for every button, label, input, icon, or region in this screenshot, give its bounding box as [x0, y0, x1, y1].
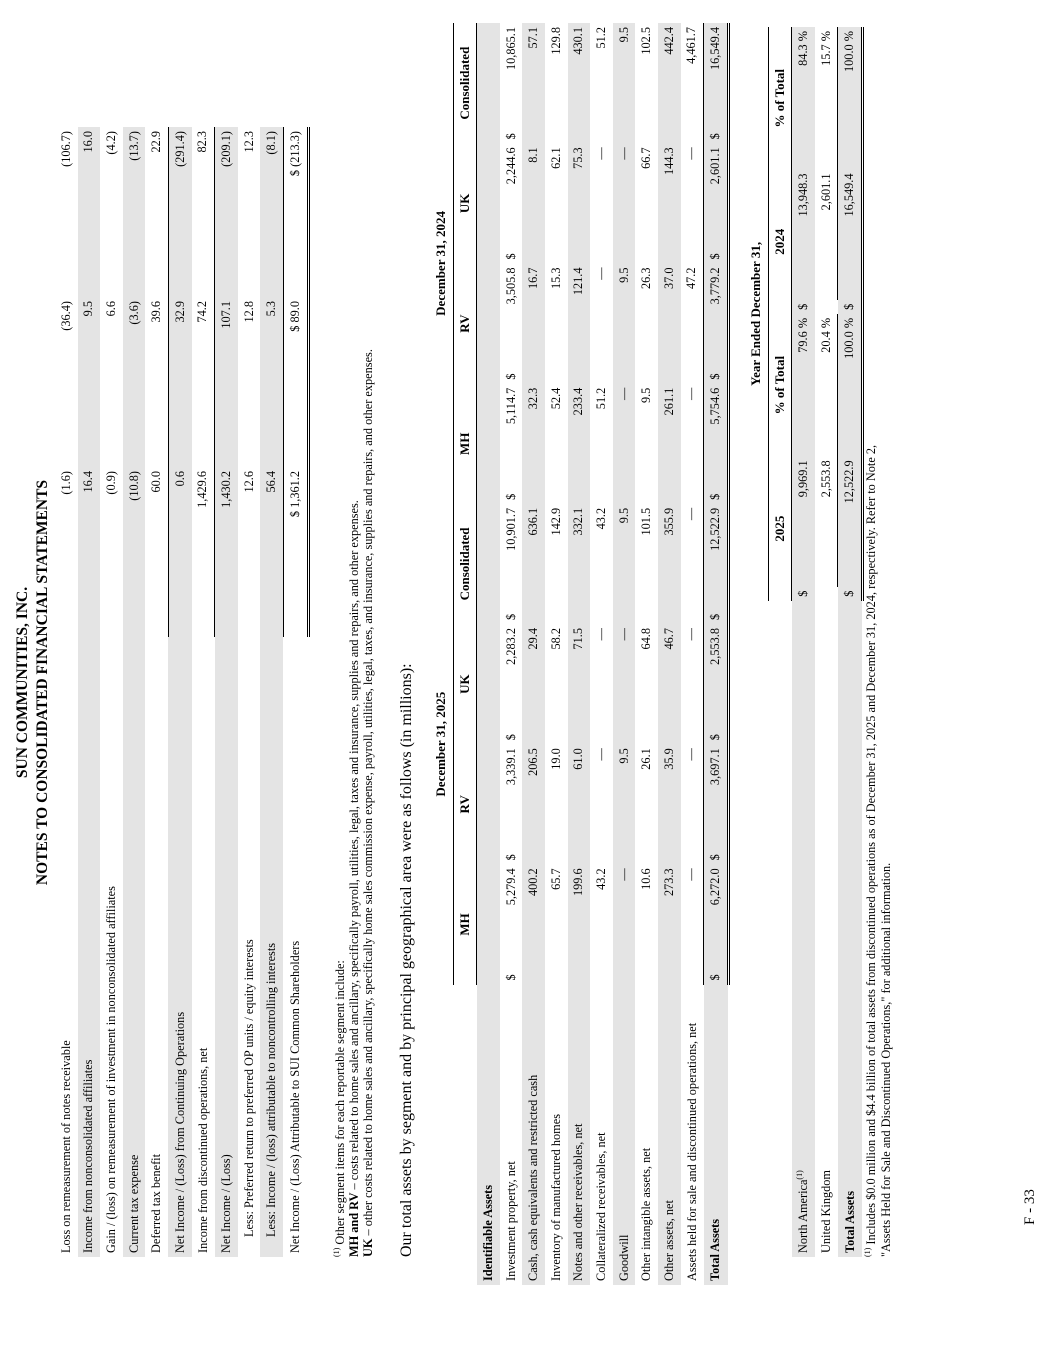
value-cell: — [593, 748, 608, 761]
dollar-sign [635, 249, 658, 264]
dollar-sign [545, 129, 568, 144]
value-cell: (3.6) [123, 297, 146, 467]
value-cell: 16.4 [78, 467, 101, 637]
table-row [78, 127, 101, 1257]
value-cell: 199.6 [568, 864, 591, 970]
dollar-sign [613, 610, 636, 625]
row-label: Net Income / (Loss) [215, 637, 238, 1257]
dollar-sign [635, 970, 658, 985]
total-cell: 2,553.8 [704, 624, 729, 730]
value-cell: 26.1 [639, 748, 654, 770]
footnote-mark: (1) [863, 1247, 872, 1257]
value-cell: 2,283.2 [503, 628, 518, 665]
dollar-sign: $ [503, 854, 518, 861]
dollar-sign [568, 610, 591, 625]
dollar-sign: $ [503, 373, 518, 380]
dollar-sign [590, 730, 613, 745]
value-cell: 15.7 % [815, 27, 838, 169]
dollar-sign [522, 369, 545, 384]
dollar-sign: $ [704, 610, 729, 625]
row-label: Assets held for sale and discontinued operations, net [684, 1022, 699, 1281]
geo-period: Year Ended December 31, [745, 27, 768, 601]
value-cell: 22.9 [149, 131, 164, 153]
value-cell: 57.1 [522, 23, 545, 129]
dollar-sign [681, 850, 704, 865]
value-cell: 39.6 [149, 301, 164, 323]
dollar-sign [545, 489, 568, 504]
value-cell: 29.4 [522, 624, 545, 730]
table-row [613, 23, 636, 1285]
value-cell: — [684, 147, 699, 160]
value-cell: 12.8 [241, 301, 256, 323]
value-cell: — [593, 628, 608, 641]
value-cell: — [684, 628, 699, 641]
total-cell: 5,754.6 [704, 384, 729, 490]
dollar-sign [658, 970, 681, 985]
dollar-sign [522, 129, 545, 144]
value-cell: $ 1,361.2 [283, 467, 308, 637]
dollar-sign: $ [503, 613, 518, 621]
section-label: Identifiable Assets [477, 23, 500, 1285]
value-cell: 74.2 [195, 301, 210, 323]
value-cell: (4.2) [103, 131, 118, 155]
value-cell: 3,339.1 [503, 748, 518, 786]
value-cell: 13,948.3 [792, 169, 815, 299]
table-row [123, 127, 146, 1257]
dollar-sign [635, 489, 658, 504]
value-cell: 71.5 [568, 624, 591, 730]
total-label: Total Assets [704, 985, 729, 1285]
footnote [860, 437, 894, 1257]
value-cell: 16.0 [78, 127, 101, 297]
total-row [838, 27, 863, 1257]
table-row [568, 23, 591, 1285]
value-cell: 61.0 [568, 744, 591, 850]
value-cell: 0.6 [168, 467, 191, 637]
value-cell: 35.9 [658, 744, 681, 850]
row-label: Less: Preferred return to preferred OP units / equity interests [241, 939, 256, 1237]
dollar-sign: $ [503, 133, 518, 140]
dollar-sign: $ [704, 489, 729, 504]
total-cell: 12,522.9 [838, 456, 863, 586]
total-cell: 6,272.0 [704, 864, 729, 970]
value-cell: — [684, 507, 699, 521]
value-cell: 233.4 [568, 384, 591, 490]
value-cell: 10.6 [639, 868, 654, 890]
dollar-sign [613, 249, 636, 264]
value-cell: 46.7 [658, 624, 681, 730]
value-cell: 2,244.6 [503, 147, 518, 185]
value-cell: 84.3 % [792, 27, 815, 169]
blank-cell [768, 601, 792, 1257]
column-header: % of Total [768, 314, 792, 456]
period-2025: December 31, 2025 [430, 504, 453, 985]
table-row [815, 27, 838, 1257]
geo-table [745, 27, 864, 1257]
row-label: Gain / (loss) on remeasurement of investment in nonconsolidated affiliates [103, 886, 118, 1253]
assets-table [430, 23, 730, 1285]
dollar-sign [590, 369, 613, 384]
value-cell: 2,553.8 [815, 456, 838, 586]
note-mhrv-label: MH and RV [347, 1192, 362, 1257]
table-row [792, 27, 815, 1257]
value-cell: — [593, 147, 608, 160]
row-label [815, 601, 838, 1257]
value-cell: 206.5 [522, 744, 545, 850]
value-cell: 442.4 [658, 23, 681, 129]
value-cell: 19.0 [548, 748, 563, 770]
dollar-sign [590, 850, 613, 865]
dollar-sign [590, 610, 613, 625]
row-label: Other intangible assets, net [639, 1147, 654, 1281]
dollar-sign: $ [704, 369, 729, 384]
footnote-mark: (1) [332, 1247, 341, 1257]
section-row [477, 23, 500, 1285]
value-cell: 9,969.1 [792, 456, 815, 586]
dollar-sign [568, 129, 591, 144]
value-cell: 62.1 [548, 147, 563, 169]
dollar-sign [545, 249, 568, 264]
dollar-sign [545, 970, 568, 985]
value-cell: 47.2 [684, 267, 699, 290]
table-row [238, 127, 261, 1257]
table-row [260, 127, 283, 1257]
value-cell: 60.0 [149, 471, 164, 493]
total-cell: 16,549.4 [838, 169, 863, 299]
dollar-sign [590, 489, 613, 504]
table-row [192, 127, 215, 1257]
note-intro: Other segment items for each reportable segment include: [333, 960, 348, 1245]
value-cell: $ 89.0 [283, 297, 308, 467]
column-header: MH [453, 864, 477, 984]
value-cell: (10.8) [123, 467, 146, 637]
row-label: Investment property, net [503, 1161, 518, 1281]
value-cell: 26.3 [639, 267, 654, 290]
table-row [658, 23, 681, 1285]
dollar-sign [590, 970, 613, 985]
value-cell: 2,601.1 [815, 169, 838, 299]
row-label-text: United Kingdom [818, 1170, 833, 1253]
dollar-sign [658, 850, 681, 865]
value-cell: 430.1 [568, 23, 591, 129]
row-label [792, 601, 815, 1257]
row-label: Collateralized receivables, net [593, 1132, 608, 1281]
dollar-sign [613, 730, 636, 745]
dollar-sign [681, 129, 704, 144]
dollar-sign [568, 249, 591, 264]
dollar-sign [658, 369, 681, 384]
dollar-sign [613, 850, 636, 865]
dollar-sign: $ [792, 300, 815, 314]
value-cell: — [613, 143, 636, 249]
dollar-sign [815, 587, 838, 601]
table-row [590, 23, 613, 1285]
value-cell: 101.5 [639, 507, 654, 536]
row-label-text: North America [796, 1179, 811, 1253]
value-cell: — [593, 267, 608, 280]
value-cell: 58.2 [548, 628, 563, 650]
dollar-sign [635, 129, 658, 144]
dollar-sign [545, 730, 568, 745]
dollar-sign: $ [704, 129, 729, 144]
value-cell: 9.5 [613, 504, 636, 610]
segment-notes [330, 349, 375, 1257]
value-cell: 121.4 [568, 264, 591, 370]
dollar-sign [545, 850, 568, 865]
column-header: Consolidated [453, 23, 477, 143]
dollar-sign [658, 489, 681, 504]
dollar-sign [815, 300, 838, 314]
total-cell: 100.0 % [838, 27, 863, 169]
dollar-sign [635, 730, 658, 745]
dollar-sign [681, 730, 704, 745]
value-cell: — [684, 387, 699, 400]
row-label: Cash, cash equivalents and restricted cash [522, 985, 545, 1285]
value-cell: 52.4 [548, 387, 563, 410]
dollar-sign [522, 850, 545, 865]
value-cell: 43.2 [593, 507, 608, 530]
dollar-sign [545, 610, 568, 625]
period-2024: December 31, 2024 [430, 23, 453, 504]
value-cell: — [613, 864, 636, 970]
value-cell: 142.9 [548, 507, 563, 536]
dollar-sign [568, 970, 591, 985]
column-header: UK [453, 624, 477, 744]
table-row [100, 127, 123, 1257]
total-cell: 16,549.4 [704, 23, 729, 129]
table-row [145, 127, 168, 1257]
value-cell: 8.1 [522, 143, 545, 249]
value-cell: 51.2 [593, 27, 608, 49]
value-cell: 16.7 [522, 264, 545, 370]
dollar-sign [613, 970, 636, 985]
row-label: Income from discontinued operations, net [195, 1047, 210, 1253]
note-mhrv-text: – costs related to home sales and ancillary, specifically payroll, utilities, legal, taxes and insurance, supplies and repairs, and other expenses. [347, 500, 362, 1193]
total-row [704, 23, 729, 1285]
dollar-sign: $ [704, 249, 729, 264]
value-cell: 3,505.8 [503, 267, 518, 305]
dollar-sign [590, 129, 613, 144]
dollar-sign [568, 730, 591, 745]
value-cell: (209.1) [215, 127, 238, 297]
dollar-sign [681, 369, 704, 384]
dollar-sign: $ [704, 850, 729, 865]
table-row [168, 127, 191, 1257]
row-label: Net Income / (Loss) from Continuing Operations [168, 637, 191, 1257]
dollar-sign [681, 970, 704, 985]
row-label: Income from nonconsolidated affiliates [78, 637, 101, 1257]
column-header: % of Total [768, 27, 792, 169]
value-cell: — [613, 624, 636, 730]
table-row [635, 23, 658, 1285]
blank-cell [453, 985, 477, 1285]
column-header: UK [453, 143, 477, 263]
value-cell: 12.6 [241, 471, 256, 493]
total-cell: 2,601.1 [704, 143, 729, 249]
row-label: Loss on remeasurement of notes receivable [58, 1040, 73, 1253]
value-cell: (1.6) [58, 471, 73, 495]
table-row [283, 127, 308, 1257]
total-cell: 3,697.1 [704, 744, 729, 850]
value-cell: 4,461.7 [684, 27, 699, 64]
table-row [500, 23, 523, 1285]
total-label: Total Assets [838, 601, 863, 1257]
total-cell: 100.0 % [838, 314, 863, 456]
dollar-sign [658, 610, 681, 625]
value-cell: 15.3 [548, 267, 563, 290]
dollar-sign: $ [503, 493, 518, 500]
column-header: MH [453, 384, 477, 504]
row-label: Current tax expense [123, 637, 146, 1257]
value-cell: 9.5 [78, 297, 101, 467]
value-cell: 10,865.1 [503, 27, 518, 71]
dollar-sign: $ [503, 734, 518, 741]
value-cell: 82.3 [195, 131, 210, 153]
value-cell: (106.7) [58, 131, 73, 167]
dollar-sign: $ [503, 974, 518, 981]
value-cell: 9.5 [613, 264, 636, 370]
value-cell: 1,430.2 [215, 467, 238, 637]
value-cell: 144.3 [658, 143, 681, 249]
page-subtitle: NOTES TO CONSOLIDATED FINANCIAL STATEMENTS [34, 479, 51, 886]
dollar-sign: $ [704, 730, 729, 745]
dollar-sign [590, 249, 613, 264]
footnote-text: Includes $0.0 million and $4.4 billion of total assets from discontinued operations as of December 31, 2025 and December 31, 2024, respectively. Refer to Note 2, "Assets Held for Sale and Discontinued Operations," for additional information. [864, 444, 894, 1257]
dollar-sign [658, 730, 681, 745]
row-label: Notes and other receivables, net [568, 985, 591, 1285]
total-cell: 3,779.2 [704, 264, 729, 370]
dollar-sign [658, 249, 681, 264]
value-cell: 9.5 [613, 744, 636, 850]
row-label: Less: Income / (loss) attributable to noncontrolling interests [260, 637, 283, 1257]
value-cell: 65.7 [548, 868, 563, 890]
dollar-sign: $ [503, 253, 518, 260]
column-header: 2024 [768, 169, 792, 313]
dollar-sign [522, 610, 545, 625]
value-cell: 5.3 [260, 297, 283, 467]
value-cell: 79.6 % [792, 314, 815, 456]
value-cell: 56.4 [260, 467, 283, 637]
note-uk-text: – other costs related to home sales and ancillary, specifically home sales commission expense, payroll, utilities, legal, taxes, and insurance, supplies and repairs, and other expenses. [361, 349, 376, 1239]
value-cell: 66.7 [639, 147, 654, 169]
dollar-sign: $ [838, 587, 863, 601]
column-header: 2025 [768, 456, 792, 600]
value-cell: 102.5 [639, 27, 654, 55]
dollar-sign: $ [792, 587, 815, 601]
column-header: Consolidated [453, 504, 477, 624]
dollar-sign [635, 610, 658, 625]
dollar-sign [522, 249, 545, 264]
dollar-sign [681, 249, 704, 264]
dollar-sign [568, 850, 591, 865]
value-cell: 12.3 [241, 131, 256, 153]
row-label: Net Income / (Loss) Attributable to SUI Common Shareholders [288, 940, 303, 1253]
value-cell: (8.1) [260, 127, 283, 297]
value-cell: 636.1 [522, 504, 545, 610]
dollar-sign [613, 129, 636, 144]
value-cell: — [613, 384, 636, 490]
dollar-sign [568, 369, 591, 384]
value-cell: 20.4 % [815, 314, 838, 456]
table-row [545, 23, 568, 1285]
value-cell: 9.5 [639, 387, 654, 404]
value-cell: (0.9) [103, 471, 118, 495]
value-cell: 5,279.4 [503, 868, 518, 906]
value-cell: 6.6 [103, 301, 118, 317]
value-cell: 64.8 [639, 628, 654, 650]
dollar-sign [635, 850, 658, 865]
dollar-sign [522, 730, 545, 745]
dollar-sign [522, 970, 545, 985]
value-cell: 32.3 [522, 384, 545, 490]
row-label: Inventory of manufactured homes [548, 1114, 563, 1281]
footnote-mark: (1) [795, 1170, 805, 1180]
value-cell: 75.3 [568, 143, 591, 249]
company-title: SUN COMMUNITIES, INC. [14, 586, 31, 779]
value-cell: 32.9 [168, 297, 191, 467]
table-row [681, 23, 704, 1285]
value-cell: 273.3 [658, 864, 681, 970]
total-cell: 12,522.9 [704, 504, 729, 610]
value-cell: 51.2 [593, 387, 608, 410]
value-cell: 355.9 [658, 504, 681, 610]
dollar-sign [658, 129, 681, 144]
note-uk-label: UK [361, 1238, 376, 1257]
dollar-sign [568, 489, 591, 504]
page-number: F - 33 [1022, 1189, 1038, 1225]
value-cell: — [684, 868, 699, 881]
row-label: Deferred tax benefit [149, 1154, 164, 1253]
value-cell: $ (213.3) [283, 127, 308, 297]
dollar-sign [635, 369, 658, 384]
value-cell: (291.4) [168, 127, 191, 297]
dollar-sign [613, 489, 636, 504]
value-cell: (36.4) [58, 301, 73, 331]
row-label: Goodwill [613, 985, 636, 1285]
dollar-sign [681, 610, 704, 625]
value-cell: 5,114.7 [503, 387, 518, 425]
value-cell: — [684, 748, 699, 761]
value-cell: (13.7) [123, 127, 146, 297]
value-cell: 129.8 [548, 27, 563, 55]
column-header: RV [453, 264, 477, 384]
value-cell: 400.2 [522, 864, 545, 970]
row-label: Other assets, net [658, 985, 681, 1285]
table-row [215, 127, 238, 1257]
lead-text: Our total assets by segment and by principal geographical area were as follows (in millions): [398, 663, 415, 1257]
dollar-sign [613, 369, 636, 384]
dollar-sign [545, 369, 568, 384]
value-cell: 37.0 [658, 264, 681, 370]
value-cell: 10,901.7 [503, 507, 518, 551]
value-cell: 1,429.6 [195, 471, 210, 508]
dollar-sign [681, 489, 704, 504]
value-cell: 43.2 [593, 868, 608, 890]
value-cell: 332.1 [568, 504, 591, 610]
column-header: RV [453, 744, 477, 864]
value-cell: 261.1 [658, 384, 681, 490]
income-table [55, 127, 310, 1257]
table-row [55, 127, 78, 1257]
value-cell: 9.5 [613, 23, 636, 129]
value-cell: 107.1 [215, 297, 238, 467]
dollar-sign: $ [838, 300, 863, 314]
dollar-sign [522, 489, 545, 504]
table-row [522, 23, 545, 1285]
dollar-sign: $ [704, 970, 729, 985]
